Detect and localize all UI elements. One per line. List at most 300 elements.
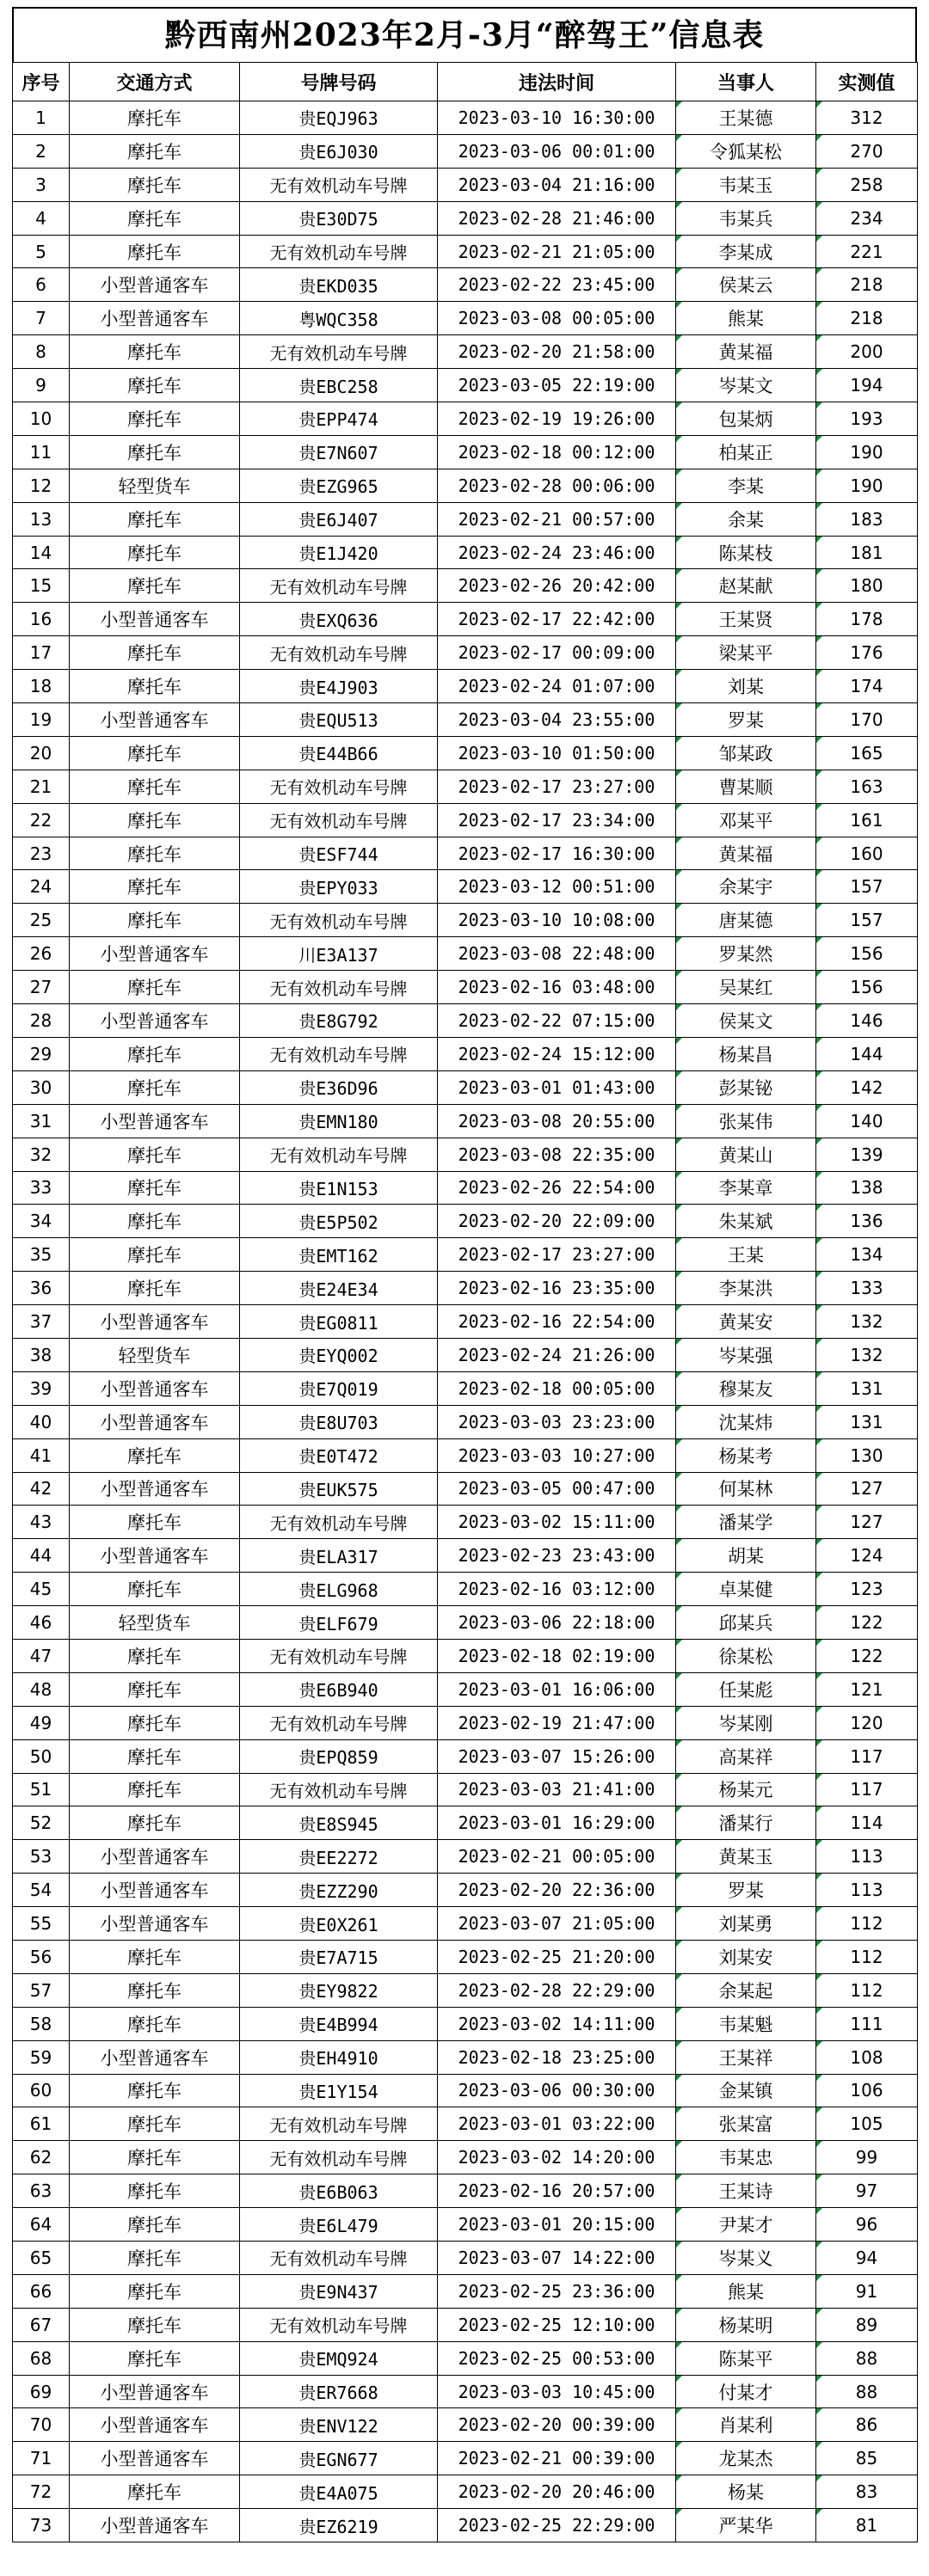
cell-vehicle-type: 小型普通客车 <box>70 2408 240 2442</box>
cell-party: 曹某顺 <box>676 770 816 803</box>
table-row <box>13 1639 918 1672</box>
table-row <box>13 1104 918 1138</box>
cell-party: 韦某兵 <box>676 201 816 235</box>
cell-index: 44 <box>13 1539 70 1573</box>
table-row <box>13 2509 918 2542</box>
cell-plate: 贵E7N607 <box>240 435 438 469</box>
cell-plate: 贵EPP474 <box>240 402 438 436</box>
cell-plate: 贵EG0811 <box>240 1305 438 1339</box>
cell-time: 2023-03-10 01:50:00 <box>438 736 676 770</box>
cell-time: 2023-02-20 00:39:00 <box>438 2408 676 2442</box>
cell-party: 侯某云 <box>676 268 816 302</box>
cell-measured-value: 270 <box>816 134 918 168</box>
cell-measured-value: 221 <box>816 235 918 268</box>
cell-party: 胡某 <box>676 1539 816 1573</box>
table-row <box>13 168 918 201</box>
cell-vehicle-type: 小型普通客车 <box>70 603 240 636</box>
cell-party: 何某林 <box>676 1472 816 1506</box>
cell-measured-value: 133 <box>816 1272 918 1305</box>
cell-measured-value: 122 <box>816 1606 918 1640</box>
cell-party: 罗某 <box>676 703 816 737</box>
cell-vehicle-type: 摩托车 <box>70 2274 240 2308</box>
cell-vehicle-type: 摩托车 <box>70 1205 240 1238</box>
table-row <box>13 2475 918 2509</box>
cell-plate: 无有效机动车号牌 <box>240 1773 438 1806</box>
cell-measured-value: 106 <box>816 2074 918 2107</box>
table-row <box>13 1438 918 1472</box>
cell-vehicle-type: 摩托车 <box>70 1070 240 1104</box>
cell-plate: 贵E4B994 <box>240 2007 438 2040</box>
cell-measured-value: 97 <box>816 2174 918 2208</box>
cell-party: 梁某平 <box>676 636 816 670</box>
cell-plate: 贵EUK575 <box>240 1472 438 1506</box>
cell-vehicle-type: 摩托车 <box>70 1138 240 1171</box>
table-row <box>13 1573 918 1606</box>
cell-plate: 无有效机动车号牌 <box>240 770 438 803</box>
table-row <box>13 1973 918 2007</box>
cell-party: 尹某才 <box>676 2208 816 2242</box>
cell-measured-value: 200 <box>816 335 918 369</box>
cell-vehicle-type: 摩托车 <box>70 837 240 870</box>
cell-measured-value: 180 <box>816 569 918 603</box>
cell-measured-value: 136 <box>816 1205 918 1238</box>
cell-plate: 贵E6J407 <box>240 502 438 536</box>
cell-measured-value: 176 <box>816 636 918 670</box>
cell-index: 20 <box>13 736 70 770</box>
cell-party: 岑某强 <box>676 1338 816 1371</box>
cell-measured-value: 131 <box>816 1405 918 1438</box>
cell-party: 王某诗 <box>676 2174 816 2208</box>
cell-vehicle-type: 小型普通客车 <box>70 2375 240 2408</box>
cell-plate: 贵ELF679 <box>240 1606 438 1640</box>
cell-party: 邓某平 <box>676 803 816 837</box>
cell-vehicle-type: 摩托车 <box>70 2308 240 2341</box>
cell-measured-value: 156 <box>816 937 918 971</box>
col-header-plate: 号牌号码 <box>240 63 438 101</box>
cell-plate: 贵EZ6219 <box>240 2509 438 2542</box>
cell-measured-value: 122 <box>816 1639 918 1672</box>
cell-time: 2023-02-28 21:46:00 <box>438 201 676 235</box>
cell-index: 73 <box>13 2509 70 2542</box>
cell-measured-value: 99 <box>816 2141 918 2174</box>
cell-plate: 无有效机动车号牌 <box>240 1506 438 1539</box>
cell-index: 52 <box>13 1806 70 1840</box>
cell-vehicle-type: 摩托车 <box>70 971 240 1004</box>
cell-index: 42 <box>13 1472 70 1506</box>
cell-vehicle-type: 小型普通客车 <box>70 1539 240 1573</box>
cell-measured-value: 132 <box>816 1305 918 1339</box>
cell-measured-value: 117 <box>816 1773 918 1806</box>
cell-time: 2023-03-02 14:20:00 <box>438 2141 676 2174</box>
cell-time: 2023-03-04 23:55:00 <box>438 703 676 737</box>
cell-measured-value: 183 <box>816 502 918 536</box>
cell-vehicle-type: 摩托车 <box>70 2208 240 2242</box>
cell-party: 黄某安 <box>676 1305 816 1339</box>
cell-measured-value: 130 <box>816 1438 918 1472</box>
cell-vehicle-type: 摩托车 <box>70 435 240 469</box>
cell-vehicle-type: 摩托车 <box>70 569 240 603</box>
cell-plate: 贵ELA317 <box>240 1539 438 1573</box>
cell-plate: 贵EQU513 <box>240 703 438 737</box>
cell-party: 黄某福 <box>676 837 816 870</box>
cell-measured-value: 114 <box>816 1806 918 1840</box>
cell-vehicle-type: 摩托车 <box>70 1272 240 1305</box>
cell-party: 岑某文 <box>676 369 816 402</box>
cell-plate: 贵E4J903 <box>240 670 438 703</box>
cell-measured-value: 108 <box>816 2040 918 2074</box>
cell-vehicle-type: 摩托车 <box>70 1973 240 2007</box>
cell-index: 49 <box>13 1706 70 1739</box>
table-row <box>13 1606 918 1640</box>
cell-party: 朱某斌 <box>676 1205 816 1238</box>
cell-plate: 贵E6J030 <box>240 134 438 168</box>
table-row <box>13 670 918 703</box>
cell-plate: 无有效机动车号牌 <box>240 569 438 603</box>
cell-party: 杨某昌 <box>676 1037 816 1070</box>
cell-vehicle-type: 摩托车 <box>70 1672 240 1706</box>
cell-time: 2023-03-10 10:08:00 <box>438 904 676 937</box>
cell-time: 2023-02-25 21:20:00 <box>438 1940 676 1973</box>
cell-party: 付某才 <box>676 2375 816 2408</box>
cell-index: 17 <box>13 636 70 670</box>
col-header-measured-value: 实测值 <box>816 63 918 101</box>
cell-measured-value: 144 <box>816 1037 918 1070</box>
cell-vehicle-type: 摩托车 <box>70 2174 240 2208</box>
col-header-time: 违法时间 <box>438 63 676 101</box>
cell-time: 2023-02-24 21:26:00 <box>438 1338 676 1371</box>
cell-vehicle-type: 摩托车 <box>70 201 240 235</box>
cell-vehicle-type: 小型普通客车 <box>70 1305 240 1339</box>
table-row <box>13 1539 918 1573</box>
cell-vehicle-type: 摩托车 <box>70 402 240 436</box>
cell-index: 51 <box>13 1773 70 1806</box>
cell-plate: 无有效机动车号牌 <box>240 1037 438 1070</box>
cell-plate: 无有效机动车号牌 <box>240 971 438 1004</box>
cell-measured-value: 91 <box>816 2274 918 2308</box>
cell-party: 熊某 <box>676 302 816 335</box>
cell-index: 66 <box>13 2274 70 2308</box>
table-row <box>13 1907 918 1941</box>
cell-plate: 无有效机动车号牌 <box>240 2242 438 2275</box>
cell-party: 杨某考 <box>676 1438 816 1472</box>
cell-plate: 贵E1N153 <box>240 1171 438 1205</box>
drunk-driving-table <box>12 62 918 2542</box>
cell-time: 2023-03-07 15:26:00 <box>438 1739 676 1773</box>
sheet-title: 黔西南州2023年2月-3月“醉驾王”信息表 <box>12 7 917 62</box>
cell-vehicle-type: 摩托车 <box>70 1706 240 1739</box>
cell-party: 陈某枝 <box>676 536 816 569</box>
cell-measured-value: 163 <box>816 770 918 803</box>
table-row <box>13 603 918 636</box>
cell-vehicle-type: 小型普通客车 <box>70 302 240 335</box>
cell-vehicle-type: 小型普通客车 <box>70 1405 240 1438</box>
cell-index: 47 <box>13 1639 70 1672</box>
cell-party: 黄某玉 <box>676 1840 816 1874</box>
cell-index: 58 <box>13 2007 70 2040</box>
cell-vehicle-type: 摩托车 <box>70 2475 240 2509</box>
cell-vehicle-type: 小型普通客车 <box>70 1874 240 1907</box>
cell-time: 2023-02-23 23:43:00 <box>438 1539 676 1573</box>
table-row <box>13 101 918 135</box>
cell-index: 69 <box>13 2375 70 2408</box>
cell-vehicle-type: 摩托车 <box>70 904 240 937</box>
cell-time: 2023-03-08 22:48:00 <box>438 937 676 971</box>
cell-index: 14 <box>13 536 70 569</box>
cell-plate: 贵EPQ859 <box>240 1739 438 1773</box>
cell-measured-value: 193 <box>816 402 918 436</box>
cell-party: 柏某正 <box>676 435 816 469</box>
table-row <box>13 2107 918 2141</box>
cell-index: 64 <box>13 2208 70 2242</box>
cell-time: 2023-03-03 21:41:00 <box>438 1773 676 1806</box>
cell-index: 18 <box>13 670 70 703</box>
cell-time: 2023-02-17 23:27:00 <box>438 1238 676 1272</box>
cell-vehicle-type: 摩托车 <box>70 1438 240 1472</box>
cell-party: 李某成 <box>676 235 816 268</box>
cell-time: 2023-02-26 20:42:00 <box>438 569 676 603</box>
cell-time: 2023-02-19 21:47:00 <box>438 1706 676 1739</box>
cell-party: 余某 <box>676 502 816 536</box>
cell-party: 赵某献 <box>676 569 816 603</box>
cell-time: 2023-02-21 21:05:00 <box>438 235 676 268</box>
cell-time: 2023-02-22 07:15:00 <box>438 1004 676 1038</box>
cell-party: 唐某德 <box>676 904 816 937</box>
cell-index: 36 <box>13 1272 70 1305</box>
table-row <box>13 201 918 235</box>
cell-party: 刘某勇 <box>676 1907 816 1941</box>
cell-vehicle-type: 摩托车 <box>70 134 240 168</box>
cell-time: 2023-02-24 01:07:00 <box>438 670 676 703</box>
cell-measured-value: 112 <box>816 1973 918 2007</box>
cell-vehicle-type: 小型普通客车 <box>70 2442 240 2475</box>
cell-plate: 贵EE2272 <box>240 1840 438 1874</box>
cell-measured-value: 113 <box>816 1840 918 1874</box>
cell-plate: 贵EH4910 <box>240 2040 438 2074</box>
table-row <box>13 1840 918 1874</box>
cell-measured-value: 146 <box>816 1004 918 1038</box>
cell-plate: 贵E7Q019 <box>240 1371 438 1405</box>
cell-plate: 贵EYQ002 <box>240 1338 438 1371</box>
cell-index: 54 <box>13 1874 70 1907</box>
table-row <box>13 1371 918 1405</box>
cell-vehicle-type: 摩托车 <box>70 2074 240 2107</box>
cell-index: 30 <box>13 1070 70 1104</box>
table-row <box>13 435 918 469</box>
cell-plate: 贵EBC258 <box>240 369 438 402</box>
cell-time: 2023-03-01 03:22:00 <box>438 2107 676 2141</box>
cell-index: 61 <box>13 2107 70 2141</box>
cell-time: 2023-02-24 23:46:00 <box>438 536 676 569</box>
table-row <box>13 1874 918 1907</box>
cell-vehicle-type: 摩托车 <box>70 369 240 402</box>
cell-vehicle-type: 摩托车 <box>70 1037 240 1070</box>
cell-plate: 贵ELG968 <box>240 1573 438 1606</box>
cell-vehicle-type: 小型普通客车 <box>70 268 240 302</box>
cell-measured-value: 140 <box>816 1104 918 1138</box>
cell-index: 67 <box>13 2308 70 2341</box>
cell-vehicle-type: 小型普通客车 <box>70 1472 240 1506</box>
cell-plate: 无有效机动车号牌 <box>240 904 438 937</box>
cell-time: 2023-02-22 23:45:00 <box>438 268 676 302</box>
table-row <box>13 2308 918 2341</box>
cell-party: 龙某杰 <box>676 2442 816 2475</box>
cell-plate: 无有效机动车号牌 <box>240 2308 438 2341</box>
cell-time: 2023-02-28 22:29:00 <box>438 1973 676 2007</box>
cell-plate: 无有效机动车号牌 <box>240 2107 438 2141</box>
table-row <box>13 971 918 1004</box>
cell-index: 34 <box>13 1205 70 1238</box>
table-row <box>13 1238 918 1272</box>
table-row <box>13 904 918 937</box>
cell-measured-value: 312 <box>816 101 918 135</box>
table-row <box>13 1305 918 1339</box>
cell-time: 2023-03-04 21:16:00 <box>438 168 676 201</box>
cell-plate: 贵E1J420 <box>240 536 438 569</box>
table-row <box>13 2442 918 2475</box>
cell-vehicle-type: 摩托车 <box>70 235 240 268</box>
cell-measured-value: 157 <box>816 904 918 937</box>
cell-time: 2023-03-07 14:22:00 <box>438 2242 676 2275</box>
cell-party: 包某炳 <box>676 402 816 436</box>
cell-party: 潘某学 <box>676 1506 816 1539</box>
cell-time: 2023-03-05 00:47:00 <box>438 1472 676 1506</box>
cell-measured-value: 161 <box>816 803 918 837</box>
cell-index: 46 <box>13 1606 70 1640</box>
cell-party: 张某伟 <box>676 1104 816 1138</box>
cell-plate: 无有效机动车号牌 <box>240 168 438 201</box>
table-row <box>13 1806 918 1840</box>
cell-party: 黄某山 <box>676 1138 816 1171</box>
table-row <box>13 235 918 268</box>
cell-vehicle-type: 摩托车 <box>70 335 240 369</box>
cell-index: 2 <box>13 134 70 168</box>
cell-time: 2023-02-21 00:57:00 <box>438 502 676 536</box>
cell-vehicle-type: 轻型货车 <box>70 1606 240 1640</box>
cell-vehicle-type: 摩托车 <box>70 670 240 703</box>
cell-time: 2023-02-17 22:42:00 <box>438 603 676 636</box>
table-row <box>13 2040 918 2074</box>
cell-time: 2023-02-20 22:09:00 <box>438 1205 676 1238</box>
table-row <box>13 2274 918 2308</box>
cell-measured-value: 234 <box>816 201 918 235</box>
cell-measured-value: 139 <box>816 1138 918 1171</box>
cell-time: 2023-03-08 00:05:00 <box>438 302 676 335</box>
cell-index: 15 <box>13 569 70 603</box>
cell-measured-value: 121 <box>816 1672 918 1706</box>
cell-time: 2023-03-01 20:15:00 <box>438 2208 676 2242</box>
cell-plate: 贵E6L479 <box>240 2208 438 2242</box>
cell-plate: 粤WQC358 <box>240 302 438 335</box>
cell-plate: 贵EPY033 <box>240 870 438 904</box>
cell-time: 2023-02-17 00:09:00 <box>438 636 676 670</box>
table-row <box>13 837 918 870</box>
cell-index: 31 <box>13 1104 70 1138</box>
table-row <box>13 2141 918 2174</box>
table-row <box>13 1338 918 1371</box>
cell-measured-value: 194 <box>816 369 918 402</box>
table-row <box>13 1171 918 1205</box>
cell-vehicle-type: 摩托车 <box>70 636 240 670</box>
cell-index: 43 <box>13 1506 70 1539</box>
cell-time: 2023-03-06 22:18:00 <box>438 1606 676 1640</box>
cell-index: 9 <box>13 369 70 402</box>
cell-plate: 贵E5P502 <box>240 1205 438 1238</box>
cell-index: 45 <box>13 1573 70 1606</box>
table-row <box>13 402 918 436</box>
cell-index: 21 <box>13 770 70 803</box>
cell-measured-value: 86 <box>816 2408 918 2442</box>
table-row <box>13 2341 918 2375</box>
cell-plate: 贵EMN180 <box>240 1104 438 1138</box>
cell-party: 严某华 <box>676 2509 816 2542</box>
table-row <box>13 1940 918 1973</box>
cell-measured-value: 85 <box>816 2442 918 2475</box>
cell-plate: 贵E0X261 <box>240 1907 438 1941</box>
cell-index: 27 <box>13 971 70 1004</box>
cell-plate: 贵E36D96 <box>240 1070 438 1104</box>
cell-time: 2023-03-08 20:55:00 <box>438 1104 676 1138</box>
cell-party: 韦某魁 <box>676 2007 816 2040</box>
info-sheet <box>12 7 917 2542</box>
cell-measured-value: 120 <box>816 1706 918 1739</box>
cell-party: 李某章 <box>676 1171 816 1205</box>
header-row <box>13 63 918 101</box>
cell-plate: 贵E30D75 <box>240 201 438 235</box>
cell-measured-value: 112 <box>816 1907 918 1941</box>
cell-measured-value: 218 <box>816 268 918 302</box>
cell-index: 12 <box>13 469 70 502</box>
cell-party: 李某 <box>676 469 816 502</box>
cell-time: 2023-03-07 21:05:00 <box>438 1907 676 1941</box>
cell-time: 2023-03-02 15:11:00 <box>438 1506 676 1539</box>
table-row <box>13 1272 918 1305</box>
cell-measured-value: 88 <box>816 2341 918 2375</box>
cell-party: 罗某 <box>676 1874 816 1907</box>
cell-measured-value: 134 <box>816 1238 918 1272</box>
cell-vehicle-type: 小型普通客车 <box>70 1907 240 1941</box>
table-row <box>13 937 918 971</box>
cell-index: 50 <box>13 1739 70 1773</box>
table-row <box>13 2375 918 2408</box>
cell-vehicle-type: 摩托车 <box>70 2242 240 2275</box>
cell-index: 48 <box>13 1672 70 1706</box>
cell-index: 23 <box>13 837 70 870</box>
cell-index: 37 <box>13 1305 70 1339</box>
cell-plate: 贵EQJ963 <box>240 101 438 135</box>
cell-plate: 贵ESF744 <box>240 837 438 870</box>
cell-vehicle-type: 摩托车 <box>70 870 240 904</box>
cell-time: 2023-02-25 22:29:00 <box>438 2509 676 2542</box>
table-row <box>13 1070 918 1104</box>
cell-time: 2023-02-28 00:06:00 <box>438 469 676 502</box>
cell-index: 6 <box>13 268 70 302</box>
table-row <box>13 803 918 837</box>
cell-party: 李某洪 <box>676 1272 816 1305</box>
table-row <box>13 1037 918 1070</box>
cell-party: 任某彪 <box>676 1672 816 1706</box>
cell-time: 2023-03-03 23:23:00 <box>438 1405 676 1438</box>
cell-party: 潘某行 <box>676 1806 816 1840</box>
cell-time: 2023-03-03 10:45:00 <box>438 2375 676 2408</box>
cell-plate: 贵EGN677 <box>240 2442 438 2475</box>
cell-time: 2023-02-24 15:12:00 <box>438 1037 676 1070</box>
table-row <box>13 1405 918 1438</box>
cell-plate: 贵EZZ290 <box>240 1874 438 1907</box>
cell-plate: 贵EKD035 <box>240 268 438 302</box>
cell-measured-value: 156 <box>816 971 918 1004</box>
cell-index: 28 <box>13 1004 70 1038</box>
cell-party: 罗某然 <box>676 937 816 971</box>
